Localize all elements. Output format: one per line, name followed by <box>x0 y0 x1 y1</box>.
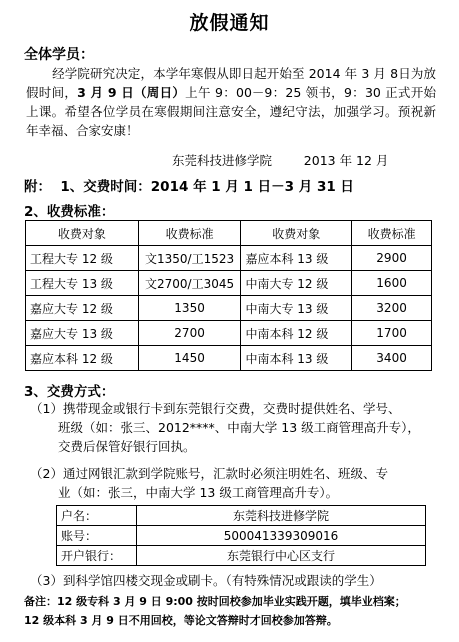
table-row <box>26 246 432 271</box>
payment-method-1 <box>30 399 440 456</box>
payment-method-2-line: 业（如：张三，中南大学 13 级工商管理高升专）。 <box>58 485 339 500</box>
table-cell: 3200 <box>352 296 432 321</box>
account-bank-value: 东莞银行中心区支行 <box>137 546 426 566</box>
table-cell: 1700 <box>352 321 432 346</box>
table-cell: 工程大专 13 级 <box>26 271 139 296</box>
payment-method-heading: 3、交费方式： <box>24 384 115 400</box>
header-cell: 收费对象 <box>241 221 352 246</box>
bank-account-table <box>56 505 426 566</box>
payment-method-2 <box>30 464 440 502</box>
table-cell: 嘉应本科 13 级 <box>241 246 352 271</box>
table-cell: 中南大专 12 级 <box>241 271 352 296</box>
table-row <box>26 346 432 371</box>
table-cell: 中南本科 13 级 <box>241 346 352 371</box>
table-cell: 2700 <box>138 321 241 346</box>
account-bank-label: 开户银行： <box>57 546 137 566</box>
table-row <box>26 321 432 346</box>
fee-table-header <box>26 221 432 246</box>
notice-end-date: 2014 年 3 月 8 <box>308 66 399 81</box>
notice-text-2: 日为放假时间， <box>26 66 436 100</box>
account-name-value: 东莞科技进修学院 <box>137 506 426 526</box>
notice-paragraph <box>26 64 436 140</box>
signature: 东莞科技进修学院 2013 年 12 月 <box>172 153 389 168</box>
table-cell: 嘉应本科 12 级 <box>26 346 139 371</box>
notice-text-3: 上午 9：00－9：25 领书，9：30 正式开始上课。希望各位学员在寒假期间注意安全，遵纪守法，加强学习。预祝新年幸福、合家安康！ <box>26 85 436 138</box>
payment-method-1-line: 班级（如：张三、2012****、中南大学 13 级工商管理高升专）， <box>58 420 420 435</box>
notice-text-1: 经学院研究决定，本学年寒假从即日起开始至 <box>52 66 305 81</box>
payment-method-1-line: 交费后保管好银行回执。 <box>58 439 196 454</box>
account-name-row <box>57 506 426 526</box>
header-cell: 收费对象 <box>26 221 139 246</box>
table-cell: 中南大专 13 级 <box>241 296 352 321</box>
table-cell: 中南本科 12 级 <box>241 321 352 346</box>
payment-method-3: （3）到科学馆四楼交现金或刷卡。（有特殊情况或跟读的学生） <box>30 573 382 588</box>
account-name-label: 户名： <box>57 506 137 526</box>
greeting: 全体学员： <box>24 47 94 63</box>
table-cell: 文2700/工3045 <box>138 271 241 296</box>
fee-table <box>25 220 432 371</box>
table-cell: 嘉应大专 12 级 <box>26 296 139 321</box>
account-number-label: 账号： <box>57 526 137 546</box>
table-cell: 3400 <box>352 346 432 371</box>
account-number-row <box>57 526 426 546</box>
table-cell: 1600 <box>352 271 432 296</box>
remark-line-2: 12 级本科 3 月 9 日不用回校，等论文答辩时才回校参加答辩。 <box>24 614 338 627</box>
header-cell: 收费标准 <box>352 221 432 246</box>
account-bank-row <box>57 546 426 566</box>
table-cell: 1450 <box>138 346 241 371</box>
table-cell: 工程大专 12 级 <box>26 246 139 271</box>
remark-line-1: 备注：12 级专科 3 月 9 日 9:00 按时回校参加毕业实践开题，填毕业档案； <box>24 595 406 608</box>
table-row <box>26 296 432 321</box>
table-cell: 2900 <box>352 246 432 271</box>
table-cell: 1350 <box>138 296 241 321</box>
payment-method-2-line: （2）通过网银汇款到学院账号，汇款时必须注明姓名、班级、专 <box>30 466 388 481</box>
payment-method-1-line: （1）携带现金或银行卡到东莞银行交费，交费时提供姓名、学号、 <box>30 401 401 416</box>
fee-standard-heading: 2、收费标准： <box>24 204 115 220</box>
account-number-value: 500041339309016 <box>137 526 426 546</box>
table-cell: 嘉应大专 13 级 <box>26 321 139 346</box>
document-title: 放假通知 <box>189 12 270 34</box>
notice-start-date: 3 月 9 日（周日） <box>77 85 186 100</box>
table-row <box>26 271 432 296</box>
header-cell: 收费标准 <box>138 221 241 246</box>
payment-time-heading: 附： 1、交费时间：2014 年 1 月 1 日－3 月 31 日 <box>24 179 354 195</box>
table-cell: 文1350/工1523 <box>138 246 241 271</box>
